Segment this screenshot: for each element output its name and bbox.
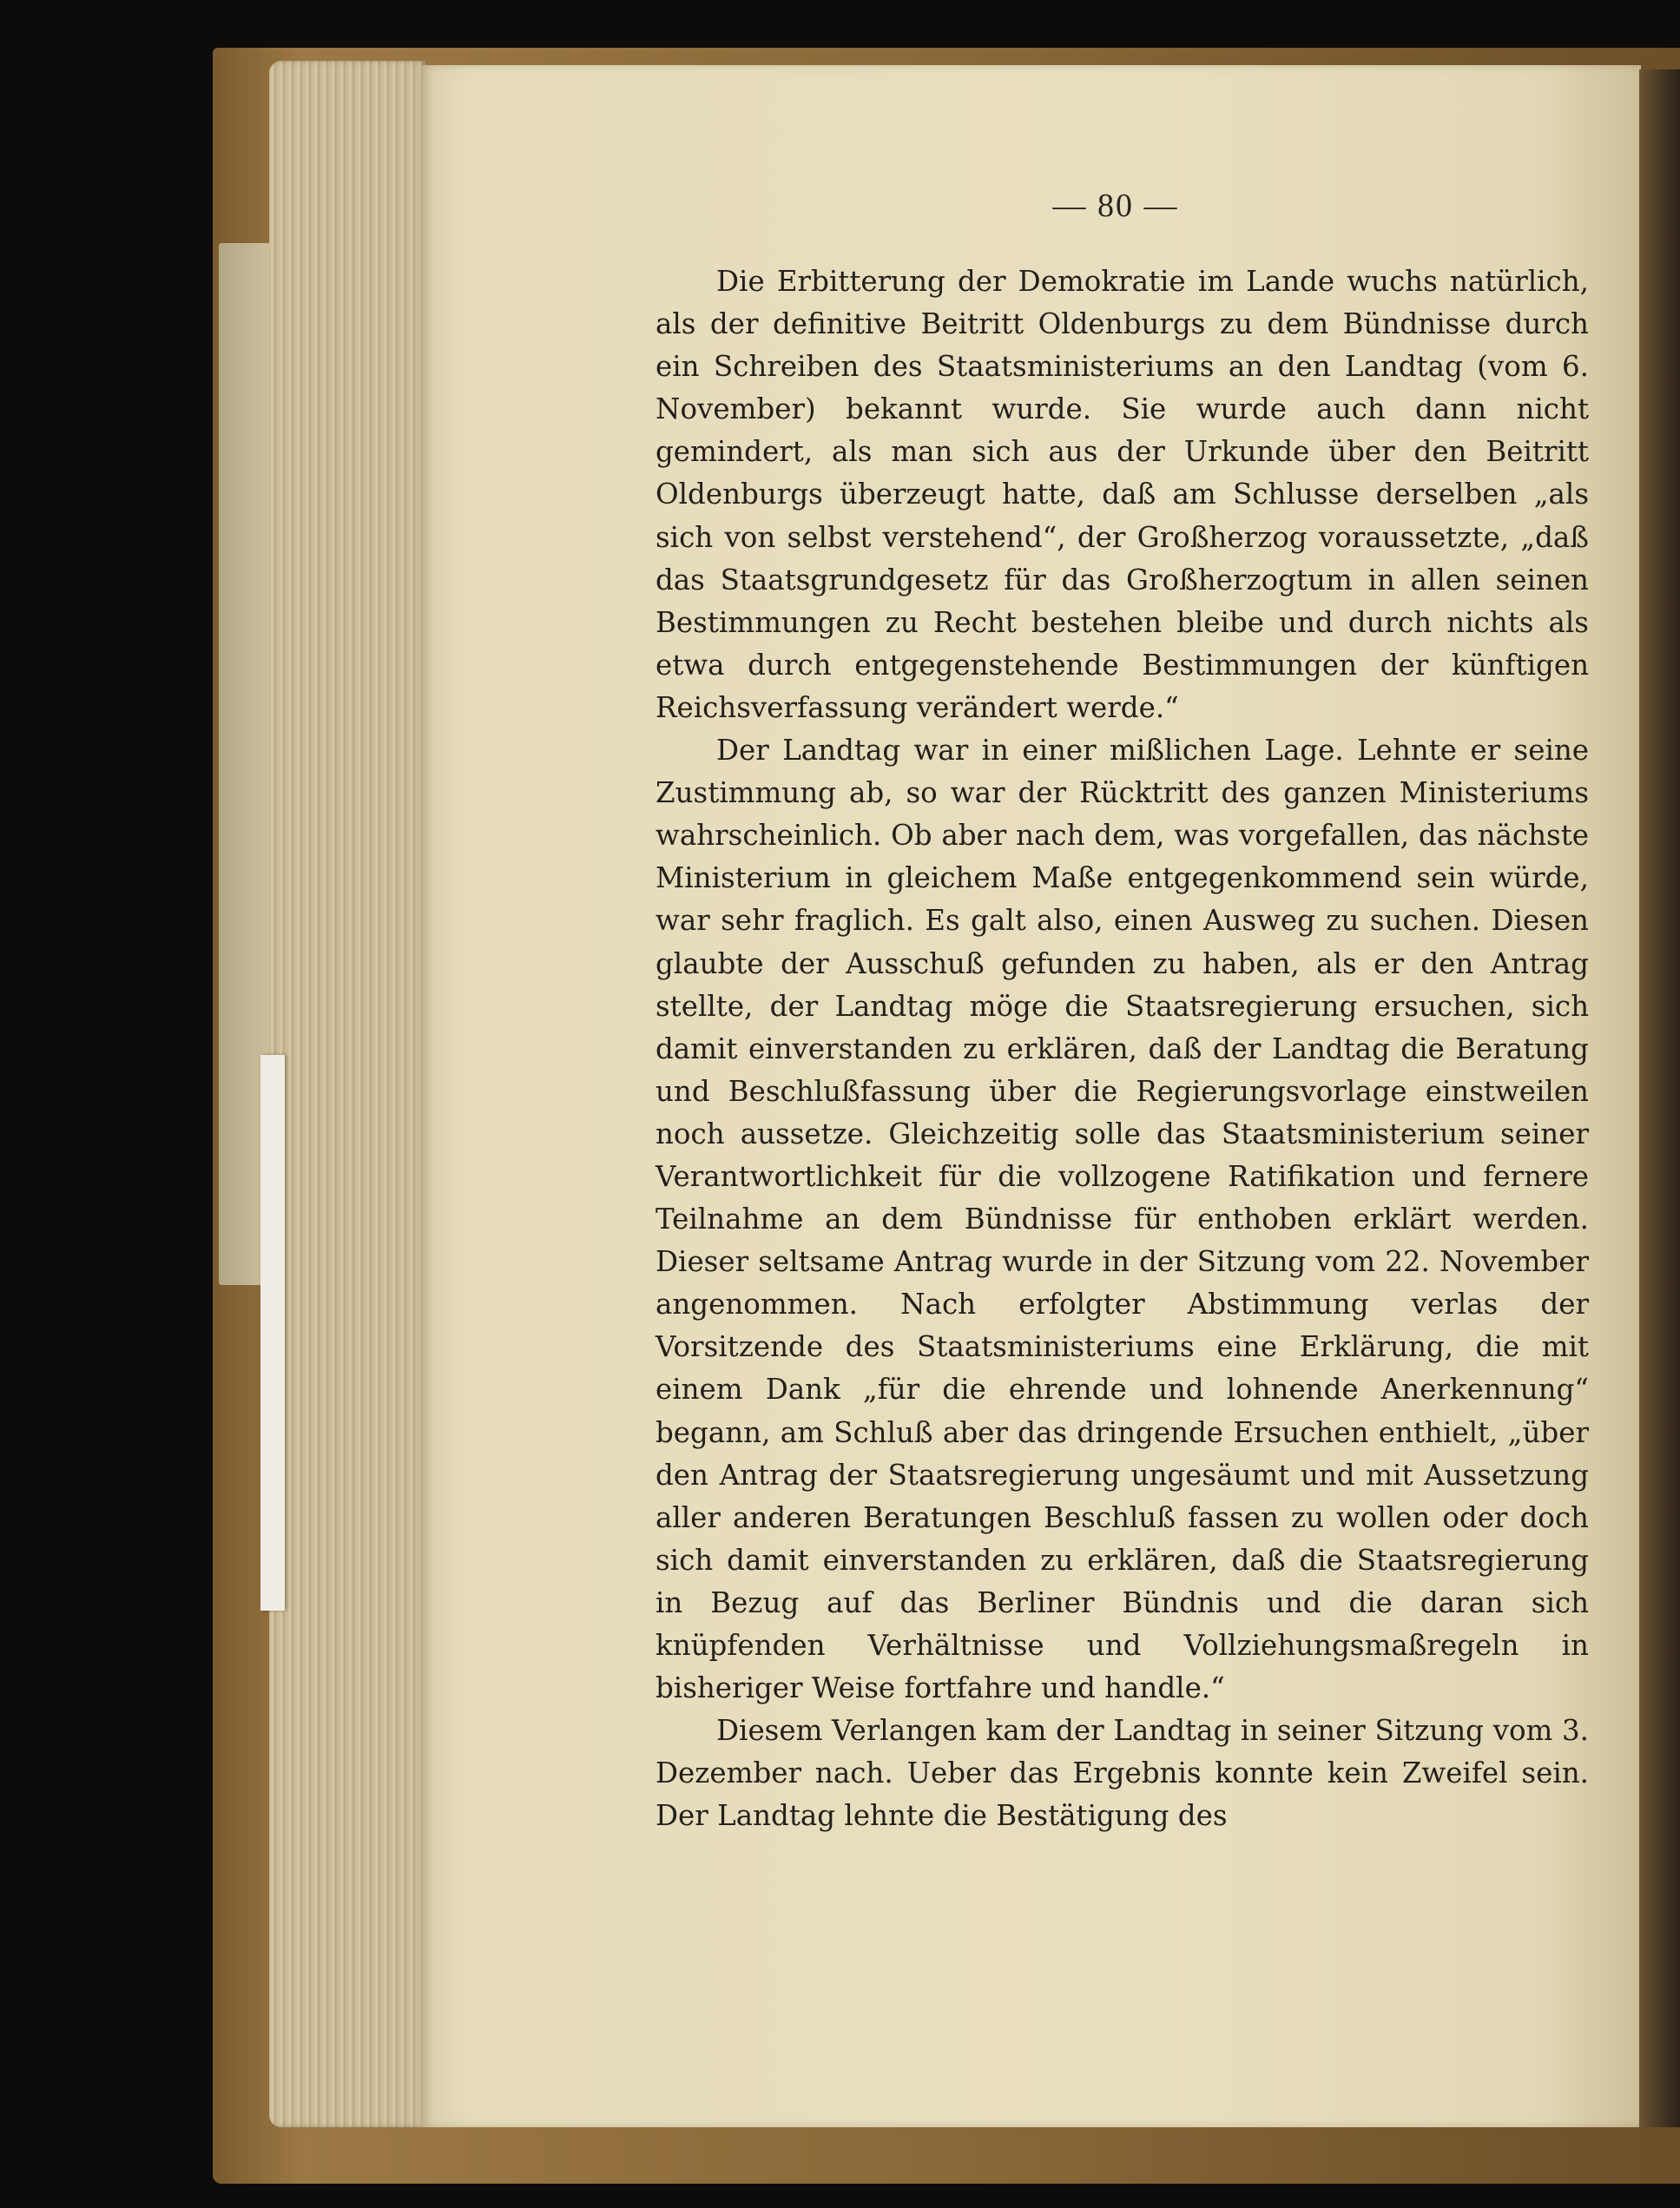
- page-edges: [269, 61, 425, 2127]
- paragraph-1: Die Erbitterung der Demokratie im Lande wuchs natürlich, als der definitive Beitritt Oldenburgs zu dem Bündnisse durch ein Schreiben des Staatsministeriums an den Landtag (vom 6. November) bekannt wurde. Sie wurde auch dann nicht gemindert, als man sich aus der Urkunde über den Beitritt Oldenburgs überzeugt hatte, daß am Schlusse derselben „als sich von selbst verstehend“, der Großherzog voraussetzte, „daß das Staatsgrundgesetz für das Großherzogtum in allen seinen Bestimmungen zu Recht bestehen bleibe und durch nichts als etwa durch entgegenstehende Bestimmungen der künftigen Reichsverfassung verändert werde.“: [656, 265, 1589, 724]
- paragraph-3: Diesem Verlangen kam der Landtag in seiner Sitzung vom 3. Dezember nach. Ueber das Ergebnis konnte kein Zweifel sein. Der Landtag lehnte die Bestätigung des: [656, 1714, 1589, 1833]
- paragraph-2: Der Landtag war in einer mißlichen Lage. Lehnte er seine Zustimmung ab, so war der Rücktritt des ganzen Ministeriums wahrscheinlich. Ob aber nach dem, was vorgefallen, das nächste Ministerium in gleichem Maße entgegenkommend sein würde, war sehr fraglich. Es galt also, einen Ausweg zu suchen. Diesen glaubte der Ausschuß gefunden zu haben, als er den Antrag stellte, der Landtag möge die Staatsregierung ersuchen, sich damit einverstanden zu erklären, daß der Landtag die Beratung und Beschlußfassung über die Regierungsvorlage einstweilen noch aussetze. Gleichzeitig solle das Staatsministerium seiner Verantwortlichkeit für die vollzogene Ratifikation und fernere Teilnahme an dem Bündnisse für enthoben erklärt werden. Dieser seltsame Antrag wurde in der Sitzung vom 22. November angenommen. Nach erfolgter Abstimmung verlas der Vorsitzende des Staatsministeriums eine Erklärung, die mit einem Dank „für die ehrende und lohnende Anerkennung“ begann, am Schluß aber das dringende Ersuchen enthielt, „über den Antrag der Staatsregierung ungesäumt und mit Aussetzung aller anderen Beratungen Beschluß fassen zu wollen oder doch sich damit einverstanden zu erklären, daß die Staatsregierung in Bezug auf das Berliner Bündnis und die daran sich knüpfenden Verhältnisse und Vollziehungsmaßregeln in bisheriger Weise fortfahre und handle.“: [656, 734, 1589, 1705]
- bookmark-slip: [260, 1055, 285, 1611]
- page-number: — 80 —: [1052, 188, 1179, 224]
- body-text: [656, 260, 1589, 1837]
- book-gutter: [1639, 69, 1680, 2127]
